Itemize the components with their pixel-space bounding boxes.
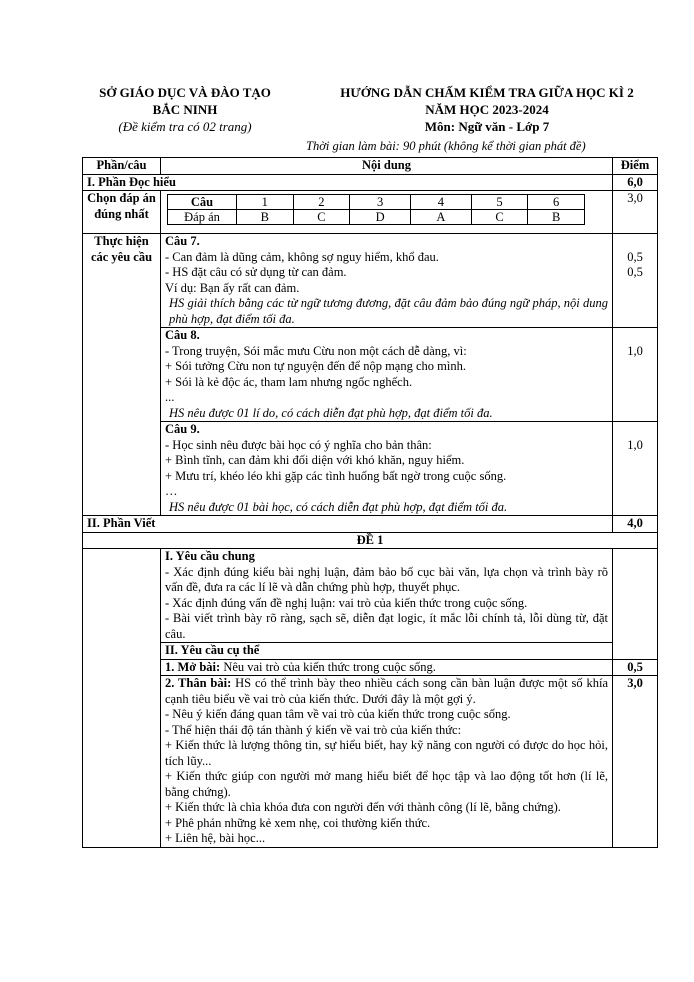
- table-header-row: [83, 158, 658, 175]
- question-number: 1: [237, 195, 294, 210]
- q7-line: Ví dụ: Bạn ấy rất can đảm.: [165, 280, 300, 295]
- general-line: - Xác định đúng vấn đề nghị luận: vai trò của kiến thức trong cuộc sống.: [165, 595, 528, 610]
- intro-label: 1. Mở bài:: [165, 659, 221, 674]
- intro-score: 0,5: [613, 659, 658, 676]
- body-content: [161, 676, 613, 848]
- body-score: 3,0: [613, 676, 658, 848]
- header-right: [302, 84, 672, 135]
- practice-label: Thực hiện các yêu cầu: [83, 234, 161, 328]
- q9-row: [83, 422, 658, 516]
- question-number: 6: [528, 195, 585, 210]
- q8-line: + Sói là kẻ độc ác, tham lam nhưng ngốc nghếch.: [165, 374, 413, 389]
- org-province: BẮC NINH: [152, 102, 218, 117]
- mcq-score: 3,0: [613, 191, 658, 234]
- general-content: [161, 549, 613, 643]
- q9-line: + Mưu trí, khéo léo khi gặp các tình huống bất ngờ trong cuộc sống.: [165, 468, 507, 483]
- q7-line: - Can đảm là dũng cảm, không sợ nguy hiểm, khổ đau.: [165, 249, 439, 264]
- q9-scores: [613, 422, 658, 516]
- general-row: [83, 549, 658, 643]
- time-note: Thời gian làm bài: 90 phút (không kể thời gian phát đề): [306, 139, 586, 153]
- q8-line: + Sói tưởng Cừu non tự nguyện đến để nộp mạng cho mình.: [165, 359, 466, 373]
- general-line: - Bài viết trình bày rõ ràng, sạch sẽ, diễn đạt logic, ít mắc lỗi chính tả, lỗi dùng từ, đặt câu.: [165, 611, 608, 641]
- q7-score: 0,5: [627, 249, 643, 264]
- org-name: SỞ GIÁO DỤC VÀ ĐÀO TẠO: [99, 85, 271, 100]
- general-line: - Xác định đúng kiểu bài nghị luận, đảm bảo bố cục bài văn, lựa chọn và trình bày rõ vấn đề, đưa ra các lí lẽ và dẫn chứng phù hợp, thuyết phục.: [165, 564, 608, 594]
- question-number: 4: [410, 195, 471, 210]
- part1-row: [83, 174, 658, 191]
- intro-text: Nêu vai trò của kiến thức trong cuộc sống.: [220, 659, 436, 674]
- question-number: 5: [471, 195, 528, 210]
- part1-score: 6,0: [613, 174, 658, 191]
- q8-line: - Trong truyện, Sói mắc mưu Cừu non một cách dễ dàng, vì:: [165, 343, 467, 358]
- answer-a-label: Đáp án: [168, 210, 237, 225]
- answer-key: B: [528, 210, 585, 225]
- q9-score: 1,0: [627, 437, 643, 452]
- answer-key: C: [471, 210, 528, 225]
- q9-line: …: [165, 484, 178, 498]
- de1-row: [83, 532, 658, 549]
- q9-line: - Học sinh nêu được bài học có ý nghĩa cho bản thân:: [165, 437, 432, 452]
- de1-label: ĐỀ 1: [83, 532, 658, 549]
- grading-table: [82, 157, 658, 848]
- q9-line: + Bình tĩnh, can đảm khi đối diện với khó khăn, nguy hiểm.: [165, 453, 465, 467]
- body-row: [83, 676, 658, 848]
- body-line: + Kiến thức là lượng thông tin, sự hiểu biết, hay kỹ năng con người có được do học hỏi, tích lũy...: [165, 738, 608, 768]
- body-line: + Kiến thức giúp con người mở mang hiểu biết để học tập và lao động tốt hơn (lí lẽ, bằng chứng).: [165, 769, 608, 799]
- body-line: - Nêu ý kiến đáng quan tâm về vai trò của kiến thức trong cuộc sống.: [165, 707, 511, 721]
- answer-key: D: [350, 210, 411, 225]
- q8-scores: [613, 328, 658, 422]
- q8-line: ...: [165, 390, 175, 404]
- part1-title: I. Phần Đọc hiểu: [83, 174, 613, 191]
- body-line: + Phê phán những kẻ xem nhẹ, coi thường kiến thức.: [165, 815, 431, 830]
- mcq-label: Chọn đáp án đúng nhất: [83, 191, 161, 234]
- body-label: 2. Thân bài:: [165, 676, 232, 690]
- q9-content: [161, 422, 613, 516]
- answer-key: B: [237, 210, 294, 225]
- pages-note: (Đề kiểm tra có 02 trang): [118, 119, 252, 134]
- col-header-score: Điểm: [613, 158, 658, 175]
- specific-title: II. Yêu cầu cụ thể: [161, 643, 613, 660]
- q8-note: HS nêu được 01 lí do, có cách diễn đạt phù hợp, đạt điểm tối đa.: [169, 405, 493, 420]
- q7-score: 0,5: [627, 265, 643, 279]
- header-left: [80, 84, 290, 135]
- subject: Môn: Ngữ văn - Lớp 7: [424, 119, 550, 134]
- mcq-content: [161, 191, 613, 234]
- q7-note: HS giải thích bằng các từ ngữ tương đương, đặt câu đảm bảo đúng ngữ pháp, nội dung phù hợp, đạt điểm tối đa.: [169, 296, 608, 326]
- general-title: I. Yêu cầu chung: [165, 549, 255, 563]
- body-line: - Thể hiện thái độ tán thành ý kiến về vai trò của kiến thức:: [165, 722, 462, 737]
- doc-title: HƯỚNG DẪN CHẤM KIỂM TRA GIỮA HỌC KÌ 2: [340, 85, 634, 100]
- q8-title: Câu 8.: [165, 328, 200, 342]
- specific-row: [83, 643, 658, 660]
- part2-score: 4,0: [613, 516, 658, 533]
- q7-row: [83, 234, 658, 328]
- question-number: 3: [350, 195, 411, 210]
- answer-table: [167, 194, 585, 225]
- body-text: HS có thể trình bày theo nhiều cách song cần bàn luận được một số khía cạnh tiêu biểu về vai trò của kiến thức. Dưới đây là một gợi ý.: [165, 676, 609, 706]
- intro-content: [161, 659, 613, 676]
- mcq-row: [83, 191, 658, 234]
- q7-line: - HS đặt câu có sử dụng từ can đảm.: [165, 265, 347, 279]
- q8-content: [161, 328, 613, 422]
- q8-row: [83, 328, 658, 422]
- q7-scores: [613, 234, 658, 328]
- answer-q-label: Câu: [168, 195, 237, 210]
- answer-key: C: [293, 210, 350, 225]
- body-line: + Liên hệ, bài học...: [165, 831, 266, 845]
- q9-title: Câu 9.: [165, 422, 200, 436]
- school-year: NĂM HỌC 2023-2024: [425, 102, 549, 117]
- q8-score: 1,0: [627, 343, 643, 358]
- part2-title: II. Phần Viết: [83, 516, 613, 533]
- intro-row: [83, 659, 658, 676]
- answer-key: A: [410, 210, 471, 225]
- col-header-part: Phần/câu: [83, 158, 161, 175]
- col-header-content: Nội dung: [161, 158, 613, 175]
- body-line: + Kiến thức là chìa khóa đưa con người đến với thành công (lí lẽ, bằng chứng).: [165, 800, 561, 814]
- q7-title: Câu 7.: [165, 234, 200, 248]
- q9-note: HS nêu được 01 bài học, có cách diễn đạt phù hợp, đạt điểm tối đa.: [169, 499, 508, 514]
- part2-row: [83, 516, 658, 533]
- q7-content: [161, 234, 613, 328]
- question-number: 2: [293, 195, 350, 210]
